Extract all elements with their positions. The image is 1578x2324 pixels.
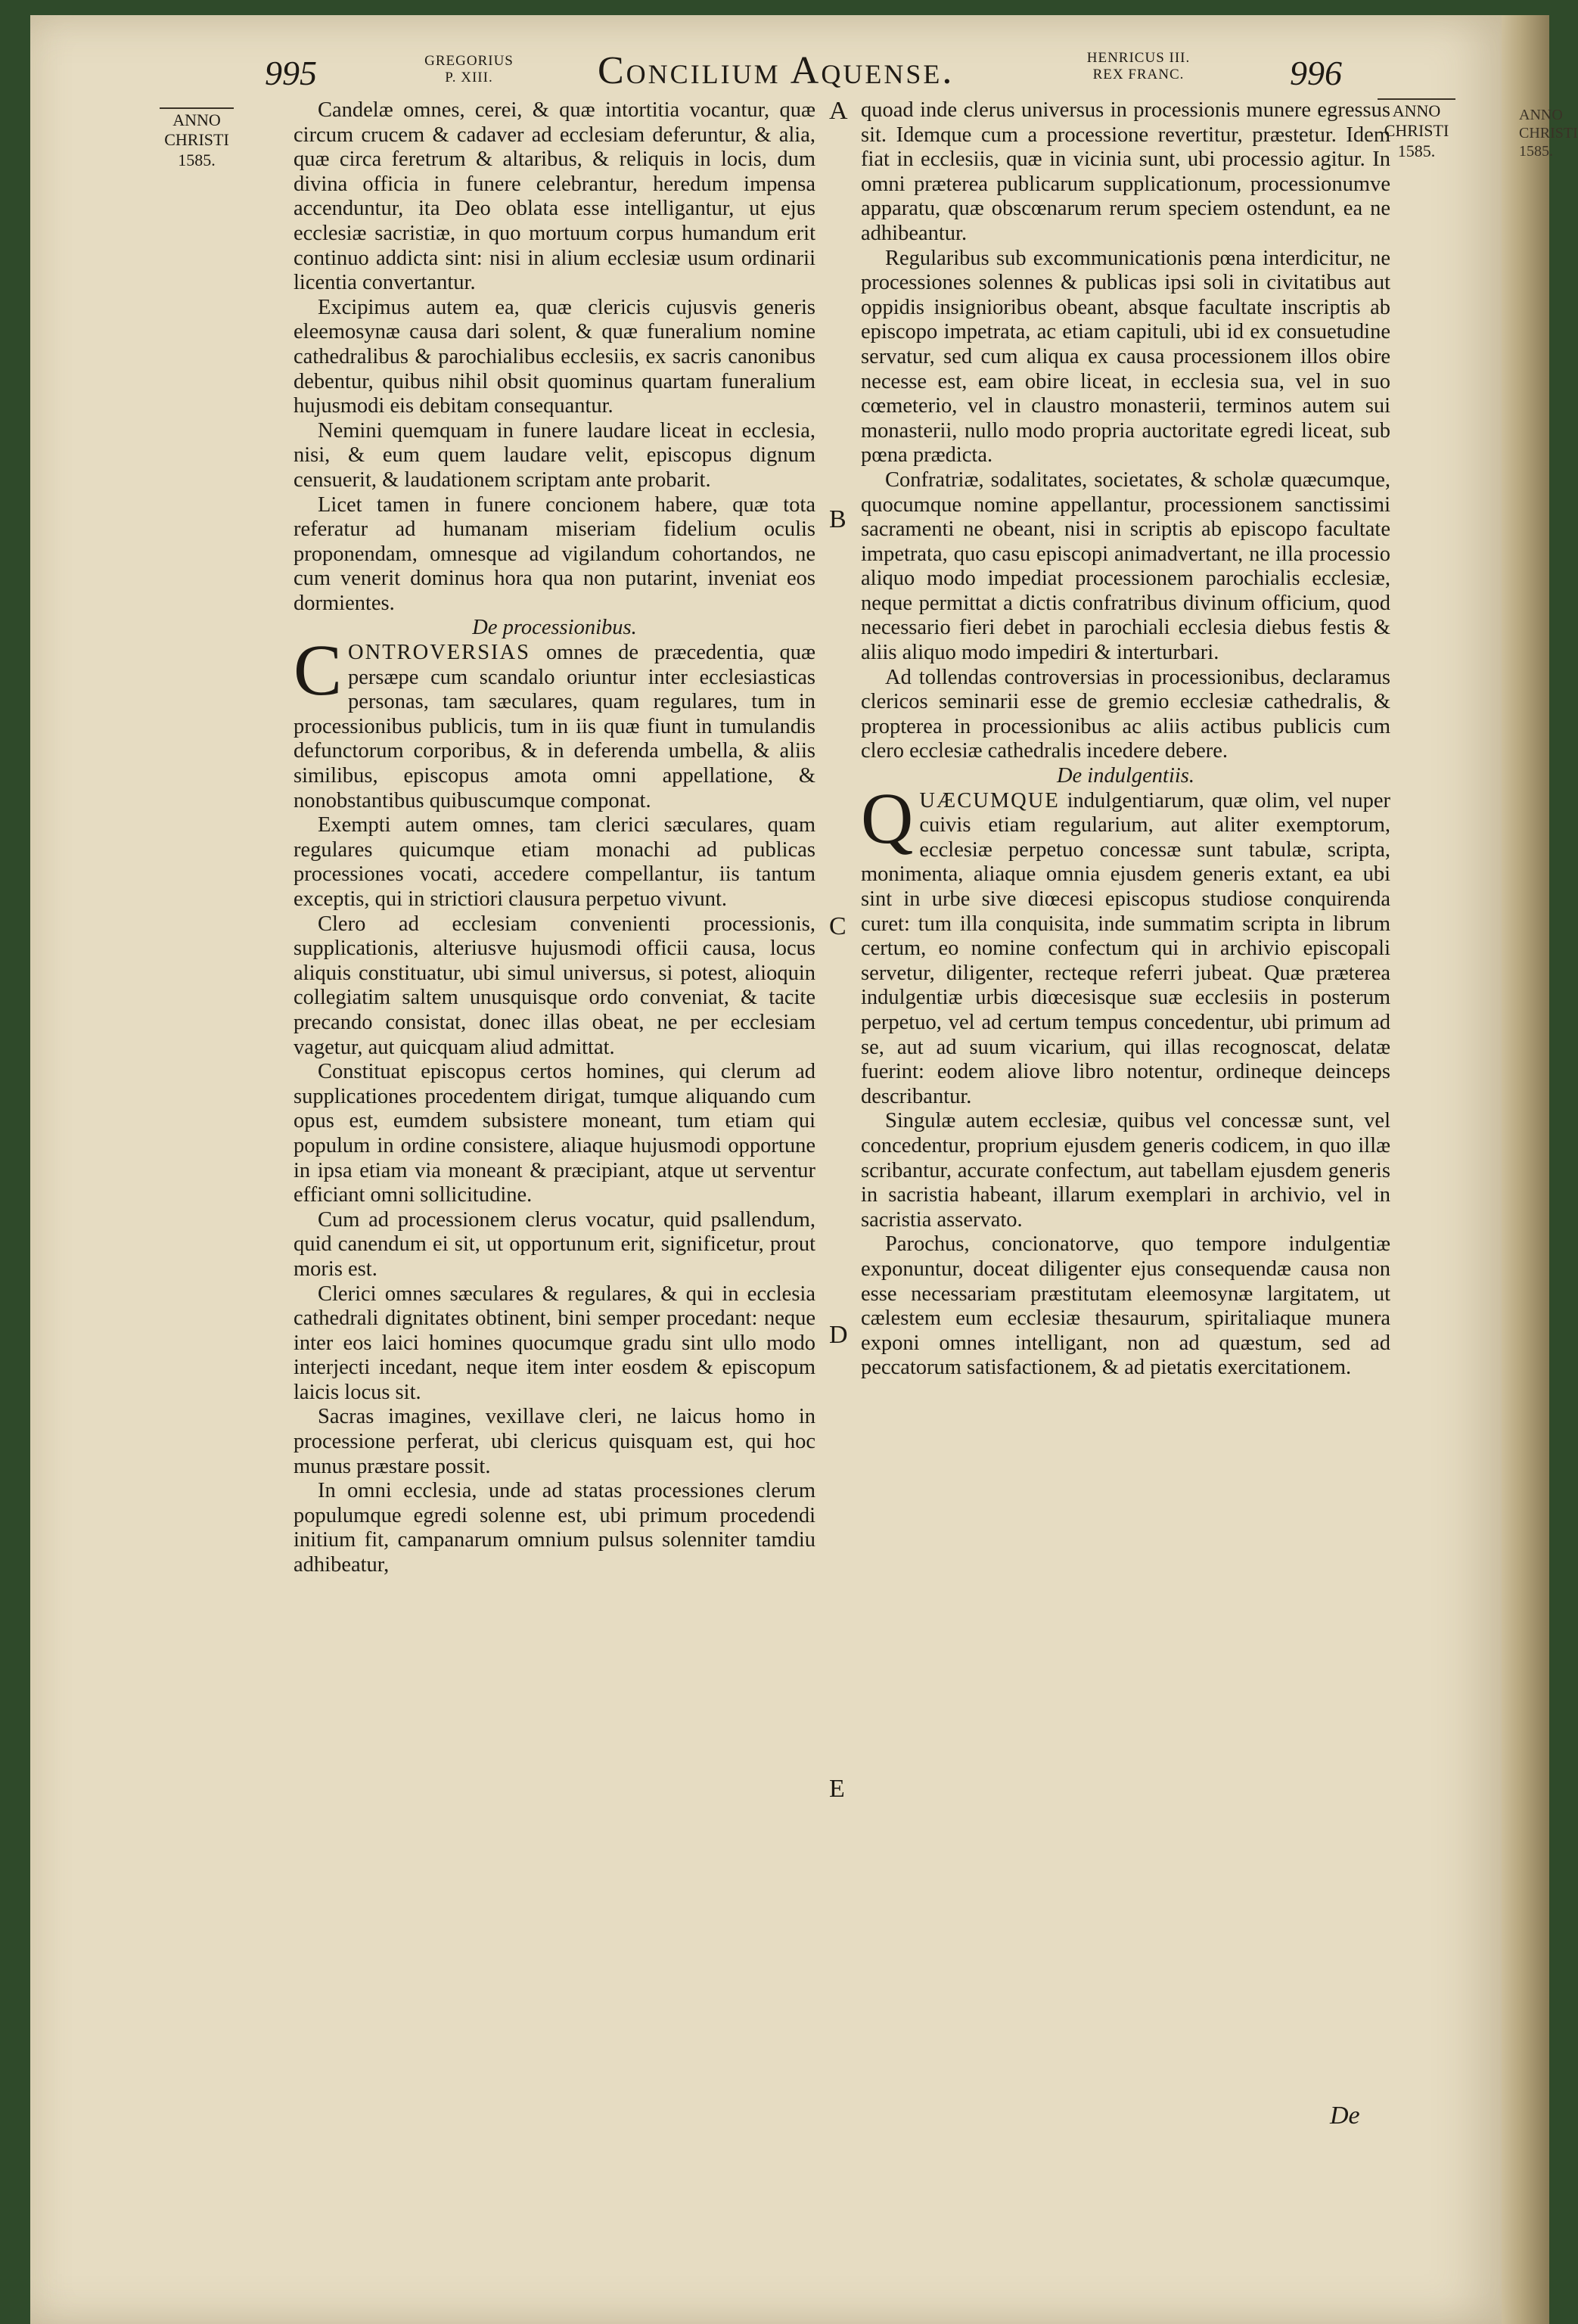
king-heading (1059, 50, 1218, 83)
page-number-right: 996 (1290, 54, 1342, 92)
christi-label: CHRISTI (1384, 121, 1449, 141)
paragraph: Clerici omnes sæculares & regulares, & qui in ecclesia cathedrali dignitates obtinent, bini semper procedant: neque inter eos laici homines quocumque gradu sint ullo modo interjecti incedant, neque item inter eosdem & episcopum laicis locus sit. (294, 1282, 815, 1404)
small-caps-word: UÆCUMQUE (919, 788, 1060, 812)
section-marker-c: C (829, 912, 846, 940)
left-column (294, 98, 815, 1578)
section-marker-a: A (829, 97, 848, 125)
paragraph: Ad tollendas controversias in processionibus, declaramus clericos seminarii esse de gremio ecclesiæ cathedralis, & propterea in processionibus ac aliis actibus publicis cum clero ecclesiæ cathedralis incedere debere. (861, 665, 1390, 763)
drop-cap-letter: Q (861, 777, 914, 859)
paragraph: Confratriæ, sodalitates, societates, & scholæ quæcumque, quocumque nomine appellantur, processionem sanctissimi sacramenti ne obeant, nisi in scriptis ab episcopo facultate impetrata, quo casu episcopi animadvertant, ne illa processio aliquo modo impediat processionem parochialis ecclesiæ, neque permittat a dictis confratribus divinum officium, quod necessario fieri debet in parochiali ecclesia diebus festis & aliis aliquo modo impediri & interturbari. (861, 468, 1390, 665)
paragraph: Singulæ autem ecclesiæ, quibus vel concessæ sunt, vel concedentur, proprium ejusdem generis codicem, in quo illæ scribantur, accurate confectum, aut tabellam ejusdem generis in sacristia habeant, illarum exemplari in archivio, vel in sacristia asservato. (861, 1109, 1390, 1232)
page-title: Concilium Aquense. (598, 49, 955, 92)
section-marker-b: B (829, 505, 846, 533)
year-label: 1585. (178, 150, 216, 169)
drop-cap-letter: C (294, 629, 343, 711)
paragraph: Regularibus sub excommunicationis pœna interdicitur, ne processiones solennes & publicas ipsi soli in civitatibus aut oppidis insignioribus obeant, absque facultate inscriptis ab episcopo impetrata, ac etiam capituli, ubi id ex consuetudine servatur, sed cum aliqua ex causa processionem illos obire necesse est, eam obire liceat, in ecclesia sua, vel in suo cœmeterio, vel in claustro monasterii, terminos autem sui monasterii, nullo modo propria auctoritate egredi liceat, sub pœna prædicta. (861, 246, 1390, 468)
anno-label: ANNO (1392, 101, 1441, 120)
paragraph: Licet tamen in funere concionem habere, quæ tota referatur ad humanam miseriam fidelium oculis proponendam, omnesque ad vigilandum cohortandos, ne cum venerit dominus hora qua non putarint, inveniat eos dormientes. (294, 492, 815, 615)
paragraph-text: indulgentiarum, quæ olim, vel nuper cuivis etiam regularium, aut aliter exemptorum, ecclesiæ perpetuo concessæ sunt tabulæ, scripta, monimenta, aliaque omnia ejusdem generis extant, ea ubi sint in urbe sive diœcesi episcopus studiose conquirenda curet: tum illa conquisita, inde summatim scripta in librum certum, eo nomine confectum qui in archivio episcopali servetur, diligenter, recteque referri jubeat. Quæ præterea indulgentiæ urbis diœcesisque suæ ecclesiis in posterum perpetuo, vel ad certum tempus concedentur, ubi primum ad se, aut ad suum vicarium, qui illas recognoscat, delatæ fuerint: eodem aliove libro notentur, ordineque deinceps describantur. (861, 788, 1390, 1108)
margin-rule (160, 107, 234, 109)
right-column (861, 98, 1390, 1381)
catchword: De (1330, 2102, 1360, 2130)
pope-title: P. XIII. (445, 69, 493, 85)
pope-name: GREGORIUS (424, 53, 514, 69)
section-marker-d: D (829, 1321, 848, 1349)
paragraph: Cum ad processionem clerus vocatur, quid psallendum, quid canendum ei sit, ut opportunum erit, significetur, prout moris est. (294, 1207, 815, 1281)
section-heading-processions: De processionibus. (472, 616, 637, 640)
next-page-edge (1502, 15, 1549, 2324)
paragraph: Candelæ omnes, cerei, & quæ intortitia vocantur, quæ circum crucem & cadaver ad ecclesiam deferuntur, & alia, quæ circa feretrum & altaribus, & reliquis in locis, dum divina officia in funere celebrantur, heredum impensa accenduntur, ita Deo oblata esse intelligantur, ut ejus ecclesiæ sacristiæ, in quo mortuum corpus humandum erit continuo addicta sint: nisi in alium ecclesiæ usum ordinarii licentia convertantur. (294, 98, 815, 295)
paragraph: Clero ad ecclesiam convenienti processionis, supplicationis, alteriusve hujusmodi officii causa, locus aliquis constituatur, ubi simul universus, si potest, alioquin collegiatim saltem unusquisque ordo conveniat, & tacite precando consistat, donec illas obeat, ne per ecclesiam vagetur, aut quicquam aliud admittat. (294, 912, 815, 1059)
paragraph: Sacras imagines, vexillave cleri, ne laicus homo in processione perferat, ubi clericus quisquam est, qui hoc munus præstare possit. (294, 1405, 815, 1478)
paragraph: Parochus, concionatorve, quo tempore indulgentiæ exponuntur, doceat diligenter ejus consequendæ causa non esse necessariam præstitutam eleemosynæ largitatem, ut cælestem eum ecclesiæ thesaurum, spiritaliaque munera exponi omnes intelligant, non ad quæstum, sed ad peccatorum satisfactionem, & ad pietatis exercitationem. (861, 1232, 1390, 1380)
running-header (0, 47, 1549, 100)
pope-heading (408, 53, 530, 86)
year-margin-left (155, 107, 238, 170)
small-caps-word: ONTROVERSIAS (348, 641, 530, 665)
king-name: HENRICUS III. (1086, 50, 1191, 66)
page-number-left: 995 (265, 54, 317, 92)
paragraph: Nemini quemquam in funere laudare liceat in ecclesia, nisi, & eum quem laudare velit, episcopus dignum censuerit, & laudationem scriptam ante probarit. (294, 418, 815, 492)
paragraph: Exempti autem omnes, tam clerici sæculares, quam regulares quicumque etiam monachi ad publicas processiones vocati, accedere compellantur, iis tantum exceptis, qui in strictiori clausura perpetuo vivunt. (294, 813, 815, 911)
edge-fragment: ANNO CHRISTI 1585. (1519, 107, 1578, 160)
section-marker-e: E (829, 1775, 845, 1803)
year-label: 1585. (1397, 141, 1436, 160)
anno-label: ANNO (172, 110, 221, 129)
paragraph-dropcap (861, 777, 1390, 1110)
paragraph: Constituat episcopus certos homines, qui clerum ad supplicationes procedentem dirigat, tumque aliquando cum opus est, eumdem subsistere moneant, tum etiam qui populum in ordine consistere, aliaque hujusmodi opportune in ipsa etiam via moneant & præcipiant, atque ut serventur efficiant omni sollicitudine. (294, 1060, 815, 1207)
paragraph: quoad inde clerus universus in processionis munere egressus sit. Idemque cum a processione revertitur, præstetur. Idem fiat in ecclesiis, quæ in vicinia sunt, ubi processio agitur. In omni præterea publicarum supplicationum, processionumve apparatu, quæ obscœnarum rerum speciem ostendunt, ea ne adhibeantur. (861, 98, 1390, 245)
paragraph-text: omnes de præcedentia, quæ persæpe cum scandalo oriuntur inter ecclesiasticas personas, tam sæculares, quam regulares, tum in processionibus publicis, tum in iis quæ fiunt in tumulandis defunctorum corporibus, & in deferenda umbella, & aliis similibus, episcopus amota omni appellatione, & nonobstantibus quibuscumque componat. (294, 641, 815, 812)
paragraph: In omni ecclesia, unde ad statas processiones clerum populumque egredi solenne est, ubi primum procedendi initium fit, campanarum omnium pulsus solenniter tamdiu adhibeatur, (294, 1479, 815, 1577)
section-heading-indulgences: De indulgentiis. (1056, 764, 1195, 788)
christi-label: CHRISTI (164, 130, 229, 150)
paragraph-dropcap (294, 629, 815, 813)
king-title: REX FRANC. (1092, 66, 1185, 82)
paragraph: Excipimus autem ea, quæ clericis cujusvis generis eleemosynæ causa dari solent, & quæ funeralium nomine cathedralibus & parochialibus ecclesiis, ex sacris canonibus debentur, quibus nihil obsit quominus quartam funeralium hujusmodi eis debitam consequantur. (294, 295, 815, 418)
